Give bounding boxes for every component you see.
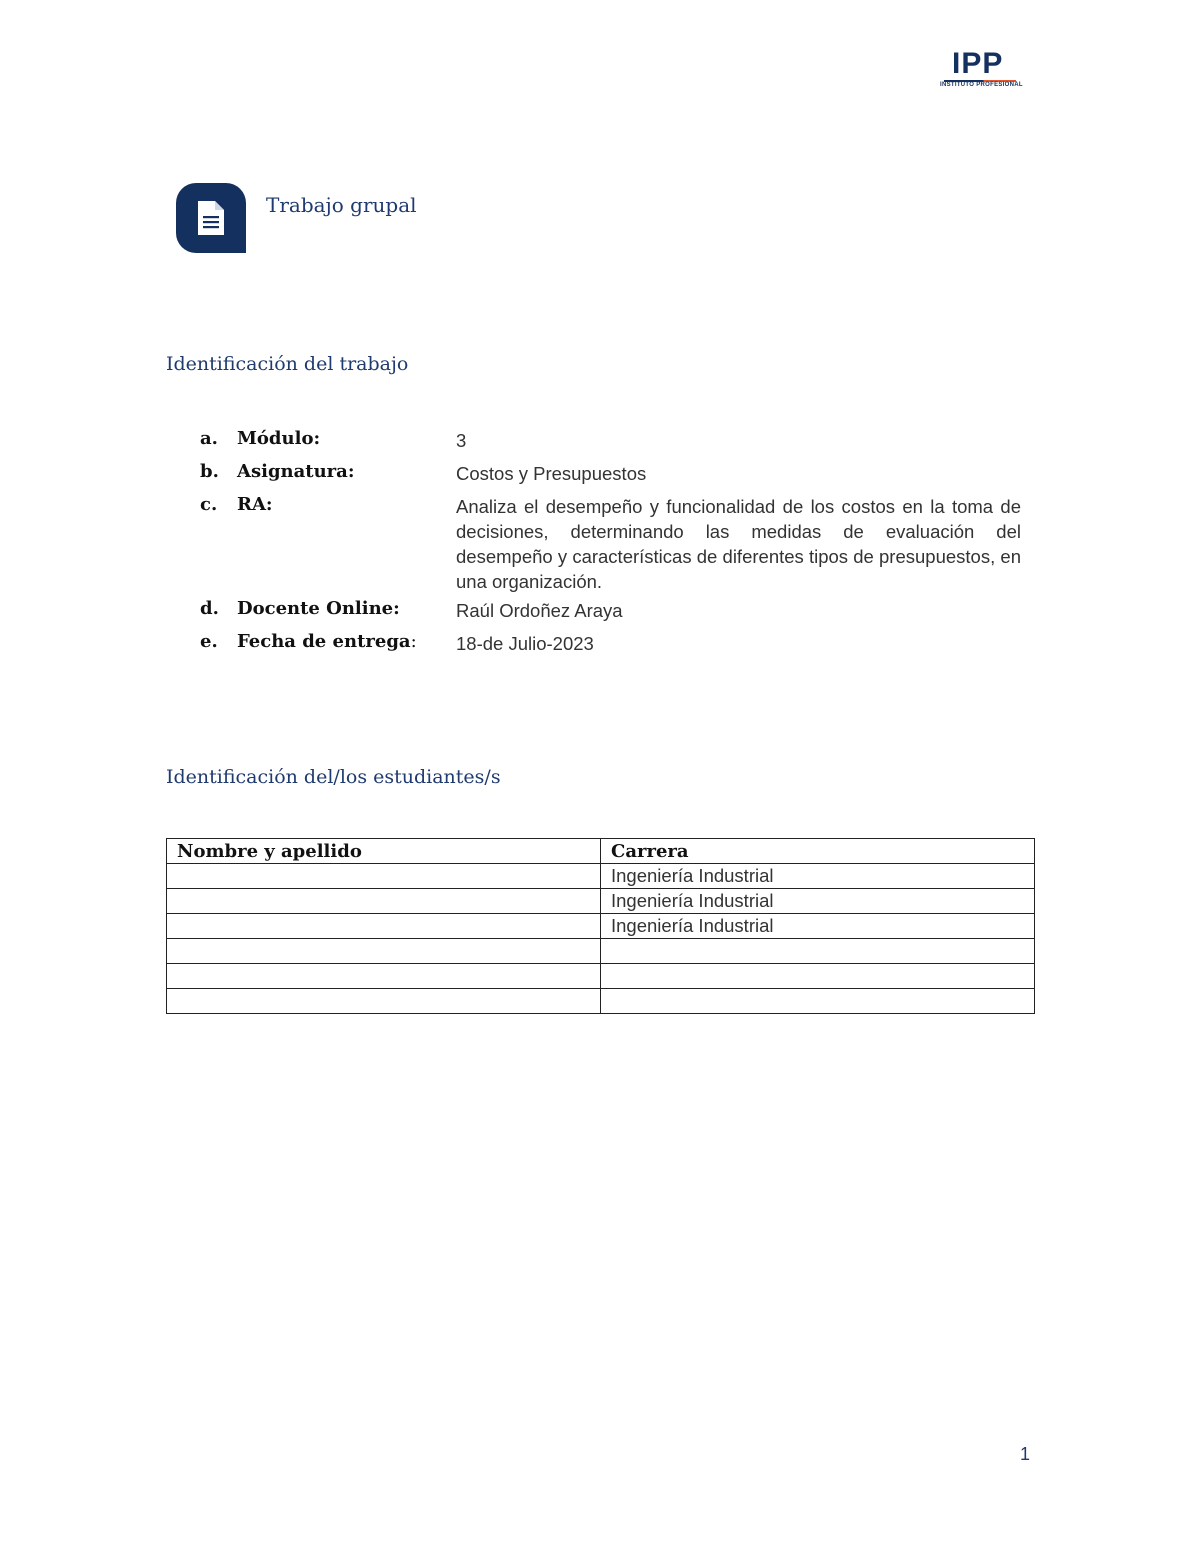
- student-career-cell[interactable]: Ingeniería Industrial: [601, 864, 1035, 889]
- info-value: Costos y Presupuestos: [456, 463, 647, 484]
- logo-text: IPP: [952, 47, 1004, 80]
- info-letter: a.: [200, 428, 218, 449]
- table-row: [167, 914, 1035, 939]
- student-career-cell[interactable]: [601, 964, 1035, 989]
- table-row: [167, 889, 1035, 914]
- document-icon: [176, 183, 246, 253]
- logo-subtitle: INSTITUTO PROFESIONAL: [940, 82, 1023, 88]
- table-row: [167, 964, 1035, 989]
- info-letter: b.: [200, 461, 219, 482]
- ipp-logo: [940, 47, 1023, 92]
- page-number: 1: [1020, 1444, 1031, 1464]
- page-title: Trabajo grupal: [266, 193, 417, 217]
- info-label-text: Fecha de entrega: [237, 631, 411, 652]
- student-career-cell[interactable]: [601, 939, 1035, 964]
- table-row: [167, 864, 1035, 889]
- info-label-colon: :: [410, 631, 417, 652]
- info-letter: d.: [200, 598, 219, 619]
- students-table: [166, 838, 1035, 1014]
- table-header-row: [167, 839, 1035, 864]
- info-label: Módulo:: [237, 428, 321, 449]
- info-label: Docente Online:: [237, 598, 400, 619]
- table-row: [167, 939, 1035, 964]
- table-row: [167, 989, 1035, 1014]
- info-value: Analiza el desempeño y funcionalidad de los costos en la toma de decisiones, determinando las medidas de evaluación del desempeño y características de diferentes tipos de presupuestos, en una organización.: [456, 496, 1021, 592]
- column-header-career: Carrera: [601, 839, 1035, 864]
- info-label: RA:: [237, 494, 273, 515]
- students-identification-heading: Identificación del/los estudiantes/s: [166, 766, 501, 788]
- info-letter: e.: [200, 631, 218, 652]
- student-name-cell[interactable]: [167, 864, 601, 889]
- info-label: Asignatura:: [237, 461, 355, 482]
- info-value: 18-de Julio-2023: [456, 633, 594, 654]
- student-name-cell[interactable]: [167, 914, 601, 939]
- student-name-cell[interactable]: [167, 939, 601, 964]
- info-label: [237, 631, 417, 652]
- student-career-cell[interactable]: Ingeniería Industrial: [601, 914, 1035, 939]
- work-identification-heading: Identificación del trabajo: [166, 353, 409, 375]
- info-value: 3: [456, 430, 467, 451]
- info-value: Raúl Ordoñez Araya: [456, 600, 623, 621]
- student-name-cell[interactable]: [167, 989, 601, 1014]
- student-career-cell[interactable]: Ingeniería Industrial: [601, 889, 1035, 914]
- student-career-cell[interactable]: [601, 989, 1035, 1014]
- column-header-name: Nombre y apellido: [167, 839, 601, 864]
- info-letter: c.: [200, 494, 218, 515]
- student-name-cell[interactable]: [167, 964, 601, 989]
- student-name-cell[interactable]: [167, 889, 601, 914]
